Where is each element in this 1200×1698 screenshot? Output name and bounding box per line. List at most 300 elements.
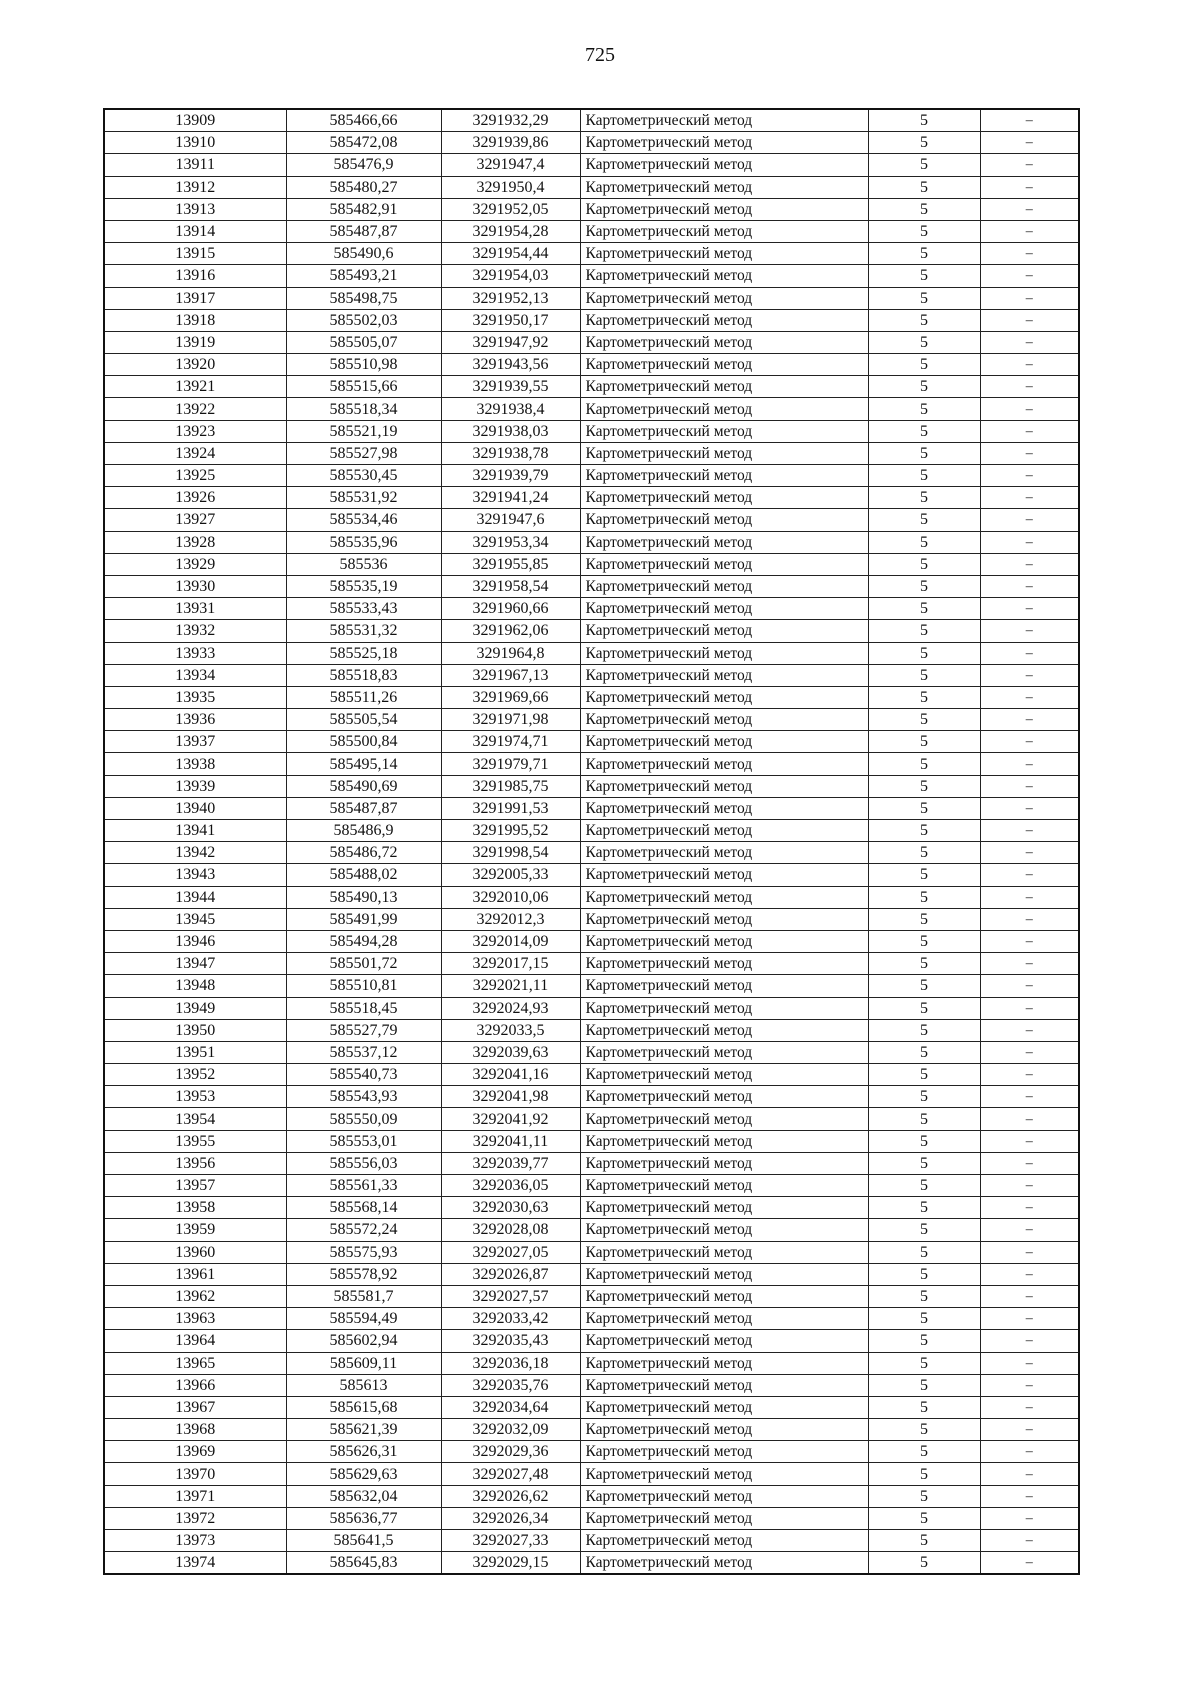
accuracy-cell: 5 [868, 1152, 980, 1174]
x-coordinate-cell: 585556,03 [286, 1152, 441, 1174]
y-coordinate-cell: 3291938,03 [441, 420, 580, 442]
point-number-cell: 13922 [104, 398, 286, 420]
x-coordinate-cell: 585501,72 [286, 953, 441, 975]
method-cell: Картометрический метод [580, 132, 868, 154]
note-cell: – [980, 709, 1079, 731]
x-coordinate-cell: 585527,79 [286, 1019, 441, 1041]
accuracy-cell: 5 [868, 309, 980, 331]
note-cell: – [980, 198, 1079, 220]
note-cell: – [980, 864, 1079, 886]
x-coordinate-cell: 585466,66 [286, 109, 441, 132]
accuracy-cell: 5 [868, 354, 980, 376]
accuracy-cell: 5 [868, 176, 980, 198]
y-coordinate-cell: 3291941,24 [441, 487, 580, 509]
method-cell: Картометрический метод [580, 753, 868, 775]
method-cell: Картометрический метод [580, 620, 868, 642]
note-cell: – [980, 753, 1079, 775]
y-coordinate-cell: 3292041,92 [441, 1108, 580, 1130]
x-coordinate-cell: 585561,33 [286, 1175, 441, 1197]
method-cell: Картометрический метод [580, 1419, 868, 1441]
x-coordinate-cell: 585536 [286, 553, 441, 575]
table-row [104, 243, 1079, 265]
table-row [104, 975, 1079, 997]
x-coordinate-cell: 585486,72 [286, 842, 441, 864]
method-cell: Картометрический метод [580, 309, 868, 331]
point-number-cell: 13965 [104, 1352, 286, 1374]
y-coordinate-cell: 3292039,77 [441, 1152, 580, 1174]
method-cell: Картометрический метод [580, 1552, 868, 1575]
x-coordinate-cell: 585488,02 [286, 864, 441, 886]
table-row [104, 1108, 1079, 1130]
note-cell: – [980, 1463, 1079, 1485]
method-cell: Картометрический метод [580, 420, 868, 442]
method-cell: Картометрический метод [580, 686, 868, 708]
x-coordinate-cell: 585498,75 [286, 287, 441, 309]
method-cell: Картометрический метод [580, 1530, 868, 1552]
y-coordinate-cell: 3292010,06 [441, 886, 580, 908]
y-coordinate-cell: 3292017,15 [441, 953, 580, 975]
table-row [104, 1308, 1079, 1330]
note-cell: – [980, 1485, 1079, 1507]
note-cell: – [980, 842, 1079, 864]
note-cell: – [980, 886, 1079, 908]
accuracy-cell: 5 [868, 132, 980, 154]
y-coordinate-cell: 3292029,36 [441, 1441, 580, 1463]
method-cell: Картометрический метод [580, 1396, 868, 1418]
x-coordinate-cell: 585535,19 [286, 575, 441, 597]
y-coordinate-cell: 3292041,16 [441, 1064, 580, 1086]
note-cell: – [980, 265, 1079, 287]
method-cell: Картометрический метод [580, 1330, 868, 1352]
accuracy-cell: 5 [868, 575, 980, 597]
y-coordinate-cell: 3292036,18 [441, 1352, 580, 1374]
x-coordinate-cell: 585594,49 [286, 1308, 441, 1330]
accuracy-cell: 5 [868, 287, 980, 309]
accuracy-cell: 5 [868, 886, 980, 908]
accuracy-cell: 5 [868, 1263, 980, 1285]
table-row [104, 198, 1079, 220]
note-cell: – [980, 376, 1079, 398]
accuracy-cell: 5 [868, 975, 980, 997]
note-cell: – [980, 686, 1079, 708]
point-number-cell: 13962 [104, 1285, 286, 1307]
y-coordinate-cell: 3291979,71 [441, 753, 580, 775]
method-cell: Картометрический метод [580, 1219, 868, 1241]
point-number-cell: 13949 [104, 997, 286, 1019]
accuracy-cell: 5 [868, 1019, 980, 1041]
accuracy-cell: 5 [868, 1308, 980, 1330]
y-coordinate-cell: 3291958,54 [441, 575, 580, 597]
x-coordinate-cell: 585518,83 [286, 664, 441, 686]
y-coordinate-cell: 3291985,75 [441, 775, 580, 797]
point-number-cell: 13974 [104, 1552, 286, 1575]
point-number-cell: 13910 [104, 132, 286, 154]
x-coordinate-cell: 585493,21 [286, 265, 441, 287]
point-number-cell: 13960 [104, 1241, 286, 1263]
accuracy-cell: 5 [868, 1086, 980, 1108]
y-coordinate-cell: 3292024,93 [441, 997, 580, 1019]
table-row [104, 1152, 1079, 1174]
x-coordinate-cell: 585487,87 [286, 797, 441, 819]
point-number-cell: 13913 [104, 198, 286, 220]
y-coordinate-cell: 3292026,62 [441, 1485, 580, 1507]
x-coordinate-cell: 585530,45 [286, 465, 441, 487]
y-coordinate-cell: 3291953,34 [441, 531, 580, 553]
x-coordinate-cell: 585495,14 [286, 753, 441, 775]
point-number-cell: 13917 [104, 287, 286, 309]
method-cell: Картометрический метод [580, 1507, 868, 1529]
accuracy-cell: 5 [868, 1197, 980, 1219]
x-coordinate-cell: 585613 [286, 1374, 441, 1396]
table-row [104, 1507, 1079, 1529]
point-number-cell: 13935 [104, 686, 286, 708]
note-cell: – [980, 1374, 1079, 1396]
x-coordinate-cell: 585500,84 [286, 731, 441, 753]
accuracy-cell: 5 [868, 531, 980, 553]
point-number-cell: 13950 [104, 1019, 286, 1041]
note-cell: – [980, 1152, 1079, 1174]
note-cell: – [980, 1552, 1079, 1575]
y-coordinate-cell: 3292035,76 [441, 1374, 580, 1396]
y-coordinate-cell: 3291947,4 [441, 154, 580, 176]
point-number-cell: 13924 [104, 442, 286, 464]
y-coordinate-cell: 3291939,79 [441, 465, 580, 487]
table-row [104, 731, 1079, 753]
table-row [104, 642, 1079, 664]
accuracy-cell: 5 [868, 1285, 980, 1307]
method-cell: Картометрический метод [580, 709, 868, 731]
note-cell: – [980, 620, 1079, 642]
y-coordinate-cell: 3291932,29 [441, 109, 580, 132]
accuracy-cell: 5 [868, 930, 980, 952]
accuracy-cell: 5 [868, 1374, 980, 1396]
accuracy-cell: 5 [868, 1108, 980, 1130]
y-coordinate-cell: 3291954,28 [441, 220, 580, 242]
y-coordinate-cell: 3291960,66 [441, 598, 580, 620]
x-coordinate-cell: 585490,13 [286, 886, 441, 908]
accuracy-cell: 5 [868, 509, 980, 531]
note-cell: – [980, 1352, 1079, 1374]
y-coordinate-cell: 3292030,63 [441, 1197, 580, 1219]
x-coordinate-cell: 585490,6 [286, 243, 441, 265]
note-cell: – [980, 1530, 1079, 1552]
point-number-cell: 13909 [104, 109, 286, 132]
x-coordinate-cell: 585533,43 [286, 598, 441, 620]
table-row [104, 465, 1079, 487]
table-row [104, 509, 1079, 531]
coordinates-table [103, 108, 1080, 1575]
y-coordinate-cell: 3292033,42 [441, 1308, 580, 1330]
table-row [104, 331, 1079, 353]
point-number-cell: 13911 [104, 154, 286, 176]
note-cell: – [980, 820, 1079, 842]
table-row [104, 287, 1079, 309]
method-cell: Картометрический метод [580, 1064, 868, 1086]
x-coordinate-cell: 585480,27 [286, 176, 441, 198]
point-number-cell: 13939 [104, 775, 286, 797]
accuracy-cell: 5 [868, 1463, 980, 1485]
accuracy-cell: 5 [868, 1419, 980, 1441]
method-cell: Картометрический метод [580, 1241, 868, 1263]
note-cell: – [980, 398, 1079, 420]
x-coordinate-cell: 585575,93 [286, 1241, 441, 1263]
x-coordinate-cell: 585527,98 [286, 442, 441, 464]
table-row [104, 309, 1079, 331]
point-number-cell: 13967 [104, 1396, 286, 1418]
table-row [104, 753, 1079, 775]
point-number-cell: 13946 [104, 930, 286, 952]
table-row [104, 1219, 1079, 1241]
x-coordinate-cell: 585511,26 [286, 686, 441, 708]
method-cell: Картометрический метод [580, 731, 868, 753]
table-row [104, 1041, 1079, 1063]
y-coordinate-cell: 3292005,33 [441, 864, 580, 886]
x-coordinate-cell: 585486,9 [286, 820, 441, 842]
accuracy-cell: 5 [868, 1485, 980, 1507]
table-row [104, 376, 1079, 398]
method-cell: Картометрический метод [580, 953, 868, 975]
method-cell: Картометрический метод [580, 930, 868, 952]
table-row [104, 908, 1079, 930]
point-number-cell: 13959 [104, 1219, 286, 1241]
method-cell: Картометрический метод [580, 1352, 868, 1374]
note-cell: – [980, 1330, 1079, 1352]
note-cell: – [980, 176, 1079, 198]
table-row [104, 797, 1079, 819]
point-number-cell: 13953 [104, 1086, 286, 1108]
method-cell: Картометрический метод [580, 265, 868, 287]
point-number-cell: 13914 [104, 220, 286, 242]
method-cell: Картометрический метод [580, 1485, 868, 1507]
point-number-cell: 13951 [104, 1041, 286, 1063]
note-cell: – [980, 1419, 1079, 1441]
accuracy-cell: 5 [868, 997, 980, 1019]
x-coordinate-cell: 585621,39 [286, 1419, 441, 1441]
point-number-cell: 13941 [104, 820, 286, 842]
x-coordinate-cell: 585553,01 [286, 1130, 441, 1152]
point-number-cell: 13932 [104, 620, 286, 642]
method-cell: Картометрический метод [580, 1197, 868, 1219]
note-cell: – [980, 1263, 1079, 1285]
table-row [104, 420, 1079, 442]
accuracy-cell: 5 [868, 686, 980, 708]
x-coordinate-cell: 585537,12 [286, 1041, 441, 1063]
note-cell: – [980, 331, 1079, 353]
x-coordinate-cell: 585636,77 [286, 1507, 441, 1529]
y-coordinate-cell: 3291962,06 [441, 620, 580, 642]
x-coordinate-cell: 585510,98 [286, 354, 441, 376]
point-number-cell: 13954 [104, 1108, 286, 1130]
table-row [104, 1241, 1079, 1263]
accuracy-cell: 5 [868, 598, 980, 620]
x-coordinate-cell: 585494,28 [286, 930, 441, 952]
table-row [104, 354, 1079, 376]
point-number-cell: 13957 [104, 1175, 286, 1197]
y-coordinate-cell: 3291950,17 [441, 309, 580, 331]
note-cell: – [980, 664, 1079, 686]
method-cell: Картометрический метод [580, 1152, 868, 1174]
accuracy-cell: 5 [868, 1441, 980, 1463]
note-cell: – [980, 775, 1079, 797]
accuracy-cell: 5 [868, 775, 980, 797]
point-number-cell: 13921 [104, 376, 286, 398]
method-cell: Картометрический метод [580, 598, 868, 620]
point-number-cell: 13934 [104, 664, 286, 686]
table-row [104, 1419, 1079, 1441]
table-row [104, 820, 1079, 842]
table-row [104, 864, 1079, 886]
x-coordinate-cell: 585615,68 [286, 1396, 441, 1418]
point-number-cell: 13933 [104, 642, 286, 664]
accuracy-cell: 5 [868, 220, 980, 242]
y-coordinate-cell: 3292035,43 [441, 1330, 580, 1352]
x-coordinate-cell: 585531,92 [286, 487, 441, 509]
x-coordinate-cell: 585525,18 [286, 642, 441, 664]
method-cell: Картометрический метод [580, 886, 868, 908]
note-cell: – [980, 975, 1079, 997]
method-cell: Картометрический метод [580, 997, 868, 1019]
point-number-cell: 13931 [104, 598, 286, 620]
method-cell: Картометрический метод [580, 154, 868, 176]
accuracy-cell: 5 [868, 1507, 980, 1529]
accuracy-cell: 5 [868, 1175, 980, 1197]
method-cell: Картометрический метод [580, 465, 868, 487]
accuracy-cell: 5 [868, 1530, 980, 1552]
accuracy-cell: 5 [868, 797, 980, 819]
point-number-cell: 13925 [104, 465, 286, 487]
method-cell: Картометрический метод [580, 1086, 868, 1108]
x-coordinate-cell: 585632,04 [286, 1485, 441, 1507]
note-cell: – [980, 575, 1079, 597]
x-coordinate-cell: 585572,24 [286, 1219, 441, 1241]
note-cell: – [980, 1130, 1079, 1152]
x-coordinate-cell: 585609,11 [286, 1352, 441, 1374]
point-number-cell: 13936 [104, 709, 286, 731]
method-cell: Картометрический метод [580, 220, 868, 242]
accuracy-cell: 5 [868, 908, 980, 930]
accuracy-cell: 5 [868, 1396, 980, 1418]
y-coordinate-cell: 3292041,11 [441, 1130, 580, 1152]
accuracy-cell: 5 [868, 664, 980, 686]
y-coordinate-cell: 3291939,86 [441, 132, 580, 154]
y-coordinate-cell: 3291995,52 [441, 820, 580, 842]
note-cell: – [980, 154, 1079, 176]
accuracy-cell: 5 [868, 1064, 980, 1086]
method-cell: Картометрический метод [580, 864, 868, 886]
y-coordinate-cell: 3291952,13 [441, 287, 580, 309]
point-number-cell: 13968 [104, 1419, 286, 1441]
x-coordinate-cell: 585629,63 [286, 1463, 441, 1485]
point-number-cell: 13912 [104, 176, 286, 198]
table-row [104, 620, 1079, 642]
method-cell: Картометрический метод [580, 664, 868, 686]
table-row [104, 398, 1079, 420]
accuracy-cell: 5 [868, 709, 980, 731]
y-coordinate-cell: 3292026,34 [441, 1507, 580, 1529]
x-coordinate-cell: 585568,14 [286, 1197, 441, 1219]
note-cell: – [980, 1064, 1079, 1086]
method-cell: Картометрический метод [580, 398, 868, 420]
accuracy-cell: 5 [868, 1041, 980, 1063]
x-coordinate-cell: 585535,96 [286, 531, 441, 553]
method-cell: Картометрический метод [580, 198, 868, 220]
note-cell: – [980, 531, 1079, 553]
point-number-cell: 13952 [104, 1064, 286, 1086]
method-cell: Картометрический метод [580, 1041, 868, 1063]
point-number-cell: 13961 [104, 1263, 286, 1285]
x-coordinate-cell: 585641,5 [286, 1530, 441, 1552]
note-cell: – [980, 132, 1079, 154]
accuracy-cell: 5 [868, 1241, 980, 1263]
point-number-cell: 13916 [104, 265, 286, 287]
note-cell: – [980, 797, 1079, 819]
y-coordinate-cell: 3291998,54 [441, 842, 580, 864]
method-cell: Картометрический метод [580, 797, 868, 819]
accuracy-cell: 5 [868, 442, 980, 464]
table-row [104, 1530, 1079, 1552]
method-cell: Картометрический метод [580, 176, 868, 198]
table-row [104, 220, 1079, 242]
point-number-cell: 13973 [104, 1530, 286, 1552]
accuracy-cell: 5 [868, 553, 980, 575]
y-coordinate-cell: 3291969,66 [441, 686, 580, 708]
page-number: 725 [585, 44, 615, 66]
point-number-cell: 13964 [104, 1330, 286, 1352]
table-row [104, 953, 1079, 975]
y-coordinate-cell: 3291967,13 [441, 664, 580, 686]
y-coordinate-cell: 3291954,03 [441, 265, 580, 287]
table-row [104, 1130, 1079, 1152]
y-coordinate-cell: 3291950,4 [441, 176, 580, 198]
y-coordinate-cell: 3292027,48 [441, 1463, 580, 1485]
table-row [104, 265, 1079, 287]
table-row [104, 1330, 1079, 1352]
table-row [104, 1396, 1079, 1418]
note-cell: – [980, 1197, 1079, 1219]
note-cell: – [980, 465, 1079, 487]
point-number-cell: 13956 [104, 1152, 286, 1174]
x-coordinate-cell: 585510,81 [286, 975, 441, 997]
note-cell: – [980, 908, 1079, 930]
method-cell: Картометрический метод [580, 553, 868, 575]
table-row [104, 1064, 1079, 1086]
note-cell: – [980, 220, 1079, 242]
x-coordinate-cell: 585487,87 [286, 220, 441, 242]
note-cell: – [980, 731, 1079, 753]
point-number-cell: 13958 [104, 1197, 286, 1219]
point-number-cell: 13963 [104, 1308, 286, 1330]
table-row [104, 598, 1079, 620]
note-cell: – [980, 1441, 1079, 1463]
y-coordinate-cell: 3291964,8 [441, 642, 580, 664]
x-coordinate-cell: 585534,46 [286, 509, 441, 531]
note-cell: – [980, 442, 1079, 464]
y-coordinate-cell: 3291974,71 [441, 731, 580, 753]
y-coordinate-cell: 3292033,5 [441, 1019, 580, 1041]
table-row [104, 442, 1079, 464]
method-cell: Картометрический метод [580, 109, 868, 132]
method-cell: Картометрический метод [580, 820, 868, 842]
x-coordinate-cell: 585550,09 [286, 1108, 441, 1130]
y-coordinate-cell: 3292012,3 [441, 908, 580, 930]
note-cell: – [980, 1086, 1079, 1108]
table-row [104, 775, 1079, 797]
method-cell: Картометрический метод [580, 1130, 868, 1152]
note-cell: – [980, 287, 1079, 309]
accuracy-cell: 5 [868, 265, 980, 287]
point-number-cell: 13919 [104, 331, 286, 353]
note-cell: – [980, 420, 1079, 442]
